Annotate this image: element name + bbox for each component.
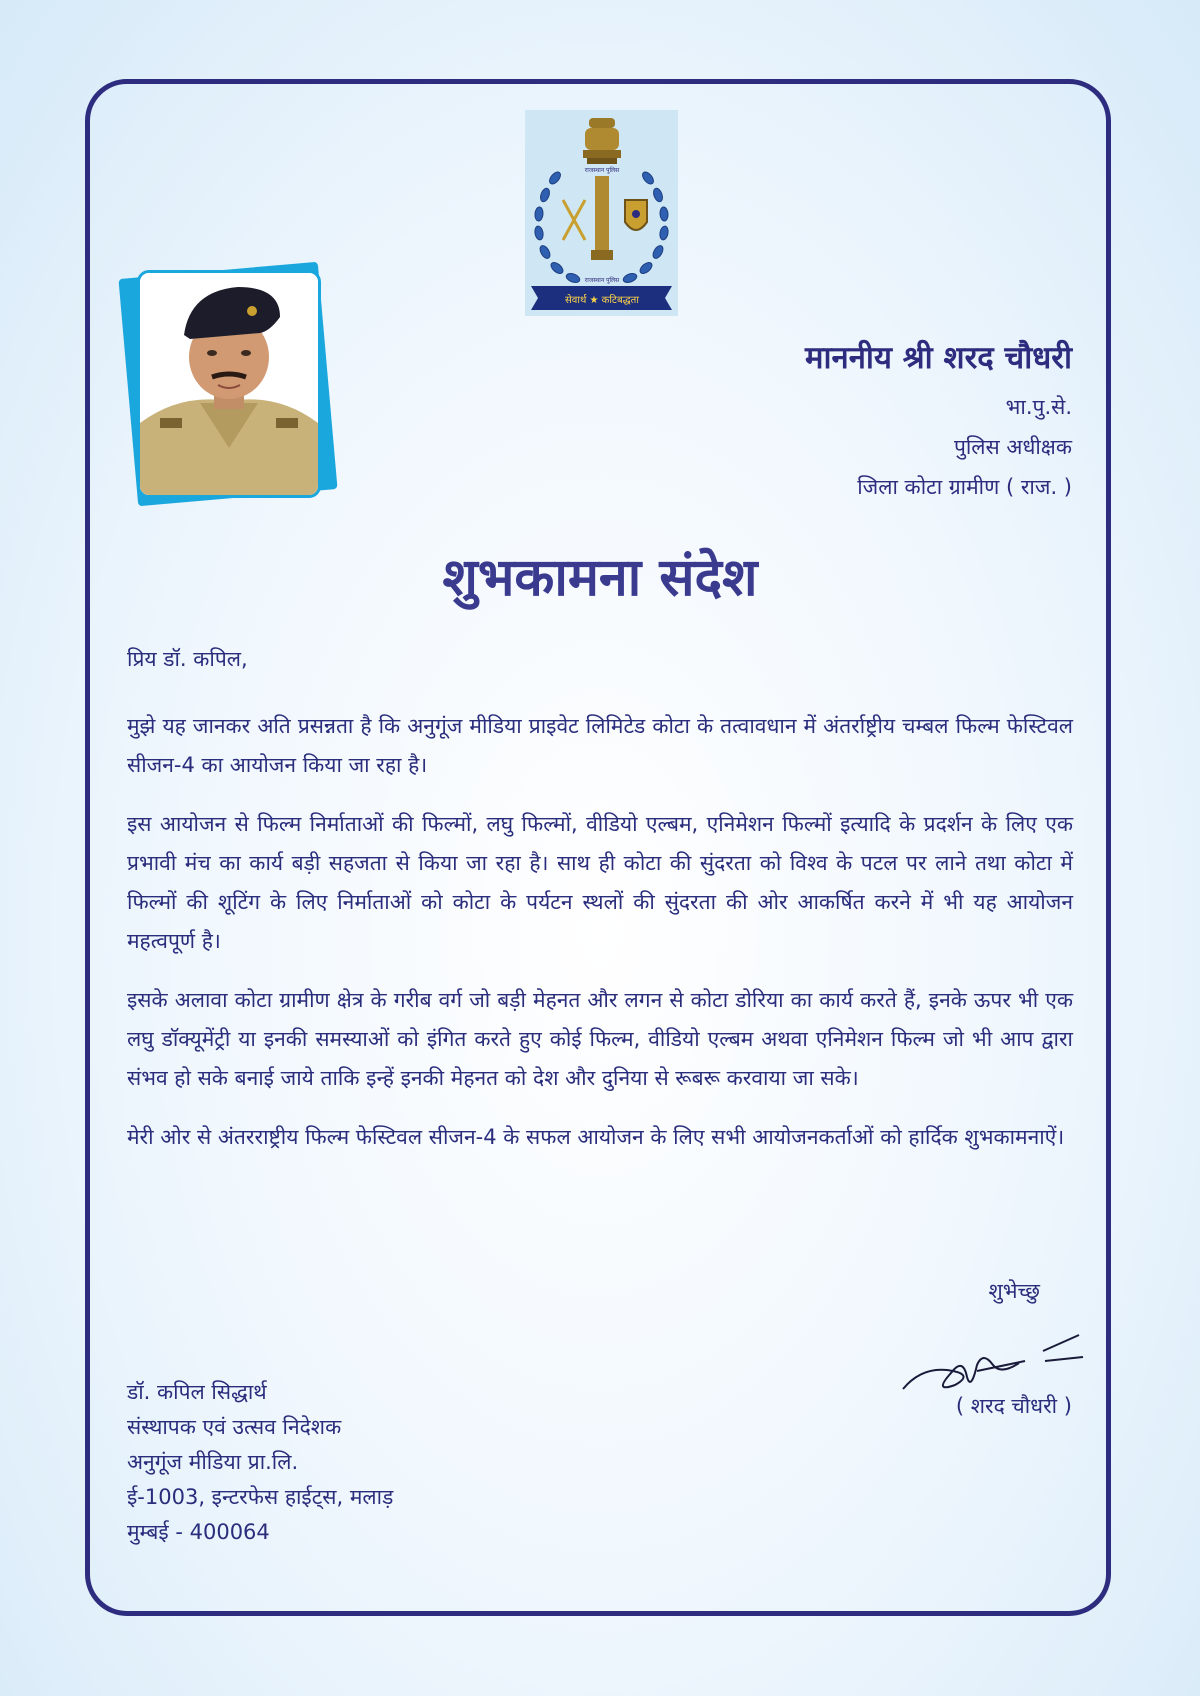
- recipient-address: [127, 1375, 393, 1550]
- officer-designation: पुलिस अधीक्षक: [953, 435, 1072, 459]
- letter-salutation: प्रिय डॉ. कपिल,: [127, 647, 248, 671]
- letter-body: [127, 640, 1073, 1177]
- address-line-5: मुम्बई - 400064: [127, 1520, 270, 1544]
- officer-name: माननीय श्री शरद चौधरी: [804, 340, 1072, 376]
- letter-paragraph-2: इस आयोजन से फिल्म निर्माताओं की फिल्मों, लघु फिल्मों, वीडियो एल्बम, एनिमेशन फिल्मों इत्यादि के प्रदर्शन के लिए एक प्रभावी मंच का कार्य बड़ी सहजता से किया जा रहा है। साथ ही कोटा की सुंदरता को विश्व के पटल पर लाने तथा कोटा में फिल्मों की शूटिंग के लिए निर्माताओं को कोटा के पर्यटन स्थलों की सुंदरता की ओर आकर्षित करने में भी यह आयोजन महत्वपूर्ण है।: [127, 812, 1073, 953]
- officer-district: जिला कोटा ग्रामीण ( राज. ): [857, 475, 1072, 499]
- officer-portrait-icon: [140, 273, 318, 495]
- address-line-4: ई-1003, इन्टरफेस हाईट्स, मलाड़: [127, 1485, 394, 1509]
- letter-closing: शुभेच्छु: [988, 1279, 1040, 1303]
- letter-paragraph-4: मेरी ओर से अंतरराष्ट्रीय फिल्म फेस्टिवल सीजन-4 के सफल आयोजन के लिए सभी आयोजनकर्ताओं को हार्दिक शुभकामनाऐं।: [127, 1125, 1065, 1149]
- letter-paragraph-1: मुझे यह जानकर अति प्रसन्नता है कि अनुगूंज मीडिया प्राइवेट लिमिटेड कोटा के तत्वावधान में अंतर्राष्ट्रीय चम्बल फिल्म फेस्टिवल सीजन-4 का आयोजन किया जा रहा है।: [127, 714, 1073, 777]
- emblem-motto-bottom: सेवार्थ ★ कटिबद्धता: [565, 295, 639, 306]
- letter-paragraph-3: इसके अलावा कोटा ग्रामीण क्षेत्र के गरीब वर्ग जो बड़ी मेहनत और लगन से कोटा डोरिया का कार्य करते हैं, इनके ऊपर भी एक लघु डॉक्यूमेंट्री या इनकी समस्याओं को इंगित करते हुए कोई फिल्म, वीडियो एल्बम अथवा एनिमेशन फिल्म जो भी आप द्वारा संभव हो सके बनाई जाये ताकि इन्हें इनकी मेहनत को देश और दुनिया से रूबरू करवाया जा सके।: [127, 988, 1073, 1090]
- address-line-2: संस्थापक एवं उत्सव निदेशक: [127, 1415, 342, 1439]
- address-line-1: डॉ. कपिल सिद्धार्थ: [127, 1380, 267, 1404]
- address-line-3: अनुगूंज मीडिया प्रा.लि.: [127, 1450, 299, 1474]
- emblem-motto-top: राजस्थान पुलिस: [584, 167, 620, 174]
- rajasthan-police-emblem-icon: [525, 110, 678, 316]
- signature-name: ( शरद चौधरी ): [955, 1394, 1072, 1418]
- page-title: शुभकामना संदेश: [442, 547, 758, 608]
- officer-service: भा.पु.से.: [1005, 395, 1072, 419]
- officer-photo: [137, 270, 321, 498]
- svg-text:राजस्थान पुलिस: राजस्थान पुलिस: [584, 277, 620, 284]
- police-emblem: [525, 110, 678, 316]
- signature-icon: [893, 1327, 1088, 1397]
